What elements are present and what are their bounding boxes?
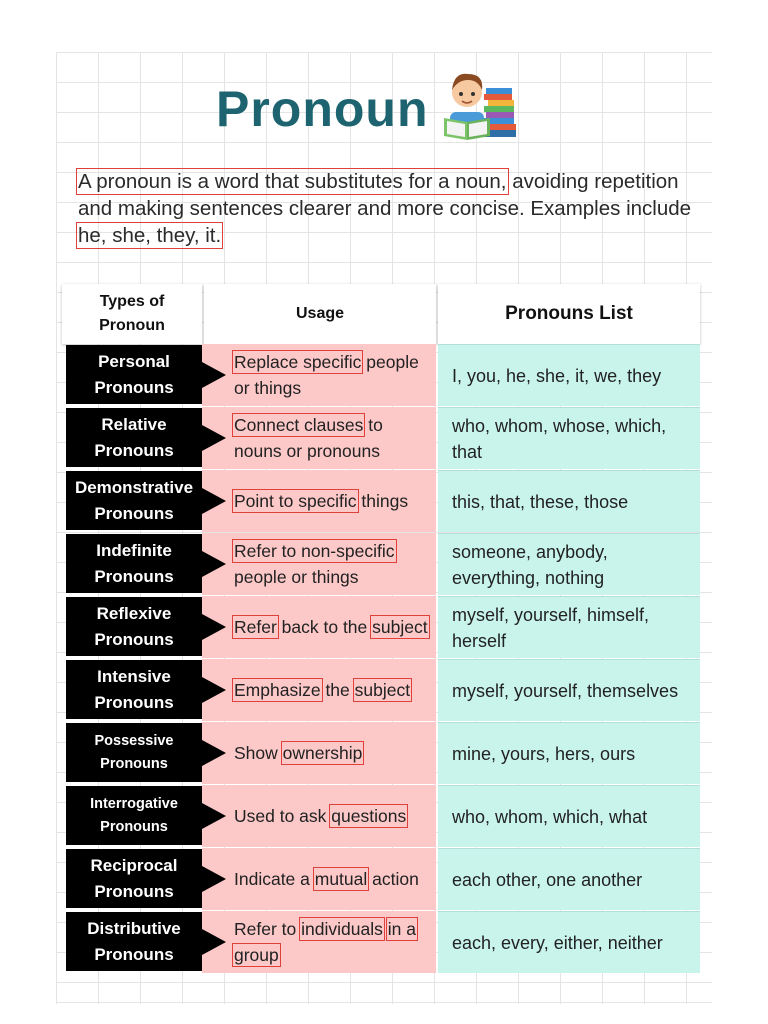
usage-text-part: people or things — [234, 352, 419, 398]
pronoun-type-label: Indefinite Pronouns — [94, 540, 174, 586]
usage-cell — [202, 596, 436, 658]
header-usage — [204, 284, 436, 344]
table-row — [62, 911, 702, 974]
pronoun-list-cell — [438, 911, 700, 973]
pronoun-type-label: Demonstrative Pronouns — [74, 477, 194, 523]
usage-cell — [202, 344, 436, 406]
table-header — [62, 284, 702, 344]
table-row — [62, 344, 702, 407]
usage-cell — [202, 785, 436, 847]
usage-text-part: things — [356, 491, 409, 511]
intro-paragraph — [78, 168, 708, 249]
table-row — [62, 722, 702, 785]
usage-cell — [202, 533, 436, 595]
usage-cell — [202, 848, 436, 910]
usage-cell — [202, 911, 436, 973]
pronoun-type-cell — [66, 849, 202, 908]
usage-text — [234, 916, 430, 968]
usage-highlight: Point to specific — [234, 491, 357, 511]
table-row — [62, 407, 702, 470]
pronoun-list-text: who, whom, whose, which, that — [452, 415, 667, 462]
boy-reading-books-icon — [440, 66, 520, 142]
header-list — [438, 284, 700, 344]
usage-highlight: Refer to non-specific — [234, 541, 395, 561]
usage-highlight: ownership — [282, 743, 363, 763]
pronoun-list-text: myself, yourself, himself, herself — [452, 604, 650, 651]
usage-highlight: questions — [331, 806, 407, 826]
usage-text-part: the — [320, 680, 355, 700]
intro-examples-highlight: he, she, they, it. — [78, 224, 222, 247]
usage-text — [234, 488, 408, 514]
pronoun-type-label: Distributive Pronouns — [87, 918, 181, 964]
pronoun-list-cell — [438, 344, 700, 406]
usage-text-part — [383, 919, 388, 939]
usage-text — [234, 740, 362, 766]
pronoun-type-cell — [66, 408, 202, 467]
pronoun-type-label: Relative Pronouns — [94, 414, 174, 460]
usage-highlight: Replace specific — [234, 352, 362, 372]
usage-text-part: Show — [234, 743, 283, 763]
usage-text — [234, 866, 419, 892]
header-types-label: Types of Pronoun — [99, 293, 165, 334]
pronoun-list-cell — [438, 848, 700, 910]
pronoun-list-cell — [438, 785, 700, 847]
pronoun-type-cell — [66, 534, 202, 593]
intro-text: avoiding repetition and making sentences clearer and more concise. Examples include — [78, 170, 692, 220]
table-body — [62, 344, 702, 974]
bottom-border — [56, 1002, 712, 1003]
pronoun-list-text: each other, one another — [452, 869, 643, 890]
pronoun-type-label: Personal Pronouns — [94, 351, 174, 397]
header-list-label: Pronouns List — [505, 303, 633, 324]
header-usage-label: Usage — [295, 305, 345, 322]
usage-highlight: Emphasize — [234, 680, 321, 700]
pronoun-type-cell — [66, 345, 202, 404]
pronoun-type-label: Reciprocal Pronouns — [90, 855, 178, 901]
pronoun-list-text: I, you, he, she, it, we, they — [452, 365, 662, 386]
pronoun-type-cell — [66, 471, 202, 530]
usage-text — [234, 349, 430, 401]
usage-text-part: Refer to — [234, 919, 302, 939]
usage-text — [234, 677, 410, 703]
usage-text — [234, 614, 428, 640]
pronoun-list-text: myself, yourself, themselves — [452, 680, 679, 701]
usage-text — [234, 803, 406, 829]
usage-highlight: Refer — [234, 617, 277, 637]
pronoun-type-cell — [66, 660, 202, 719]
usage-text-part: Used to ask — [234, 806, 332, 826]
usage-highlight: in a group — [234, 919, 416, 965]
table-row — [62, 785, 702, 848]
pronoun-type-cell — [66, 597, 202, 656]
pronoun-type-cell — [66, 786, 202, 845]
pronoun-type-cell — [66, 723, 202, 782]
usage-cell — [202, 470, 436, 532]
table-row — [62, 533, 702, 596]
table-row — [62, 848, 702, 911]
intro-definition-highlight: A pronoun is a word that substitutes for a noun, — [78, 170, 507, 193]
usage-text — [234, 538, 430, 590]
table-row — [62, 596, 702, 659]
pronoun-list-cell — [438, 407, 700, 469]
usage-cell — [202, 407, 436, 469]
pronoun-list-text: this, that, these, those — [452, 491, 629, 512]
usage-cell — [202, 659, 436, 721]
usage-cell — [202, 722, 436, 784]
usage-text-part: people or things — [234, 567, 359, 587]
usage-highlight: individuals — [301, 919, 383, 939]
table-row — [62, 659, 702, 722]
header-types — [62, 284, 202, 344]
pronoun-type-label: Possessive Pronouns — [94, 732, 174, 772]
usage-text-part: back to the — [276, 617, 373, 637]
page-title: Pronoun — [216, 81, 429, 137]
pronoun-type-label: Intensive Pronouns — [94, 666, 174, 712]
usage-text-part: Indicate a — [234, 869, 315, 889]
usage-highlight: subject — [372, 617, 428, 637]
usage-text — [234, 412, 430, 464]
pronoun-list-text: someone, anybody, everything, nothing — [452, 541, 608, 588]
pronoun-type-label: Reflexive Pronouns — [94, 603, 174, 649]
usage-text-part: to nouns or pronouns — [234, 415, 383, 461]
pronoun-list-cell — [438, 533, 700, 595]
pronoun-list-cell — [438, 596, 700, 658]
usage-highlight: subject — [354, 680, 411, 700]
pronoun-table — [62, 284, 702, 974]
pronoun-type-cell — [66, 912, 202, 971]
pronoun-list-text: who, whom, which, what — [452, 806, 648, 827]
pronoun-list-text: each, every, either, neither — [452, 932, 663, 953]
pronoun-type-label: Interrogative Pronouns — [90, 795, 178, 835]
pronoun-list-text: mine, yours, hers, ours — [452, 743, 636, 764]
usage-highlight: mutual — [314, 869, 368, 889]
usage-highlight: Connect clauses — [234, 415, 364, 435]
pronoun-list-cell — [438, 659, 700, 721]
usage-text-part: action — [367, 869, 419, 889]
pronoun-list-cell — [438, 470, 700, 532]
pronoun-list-cell — [438, 722, 700, 784]
table-row — [62, 470, 702, 533]
